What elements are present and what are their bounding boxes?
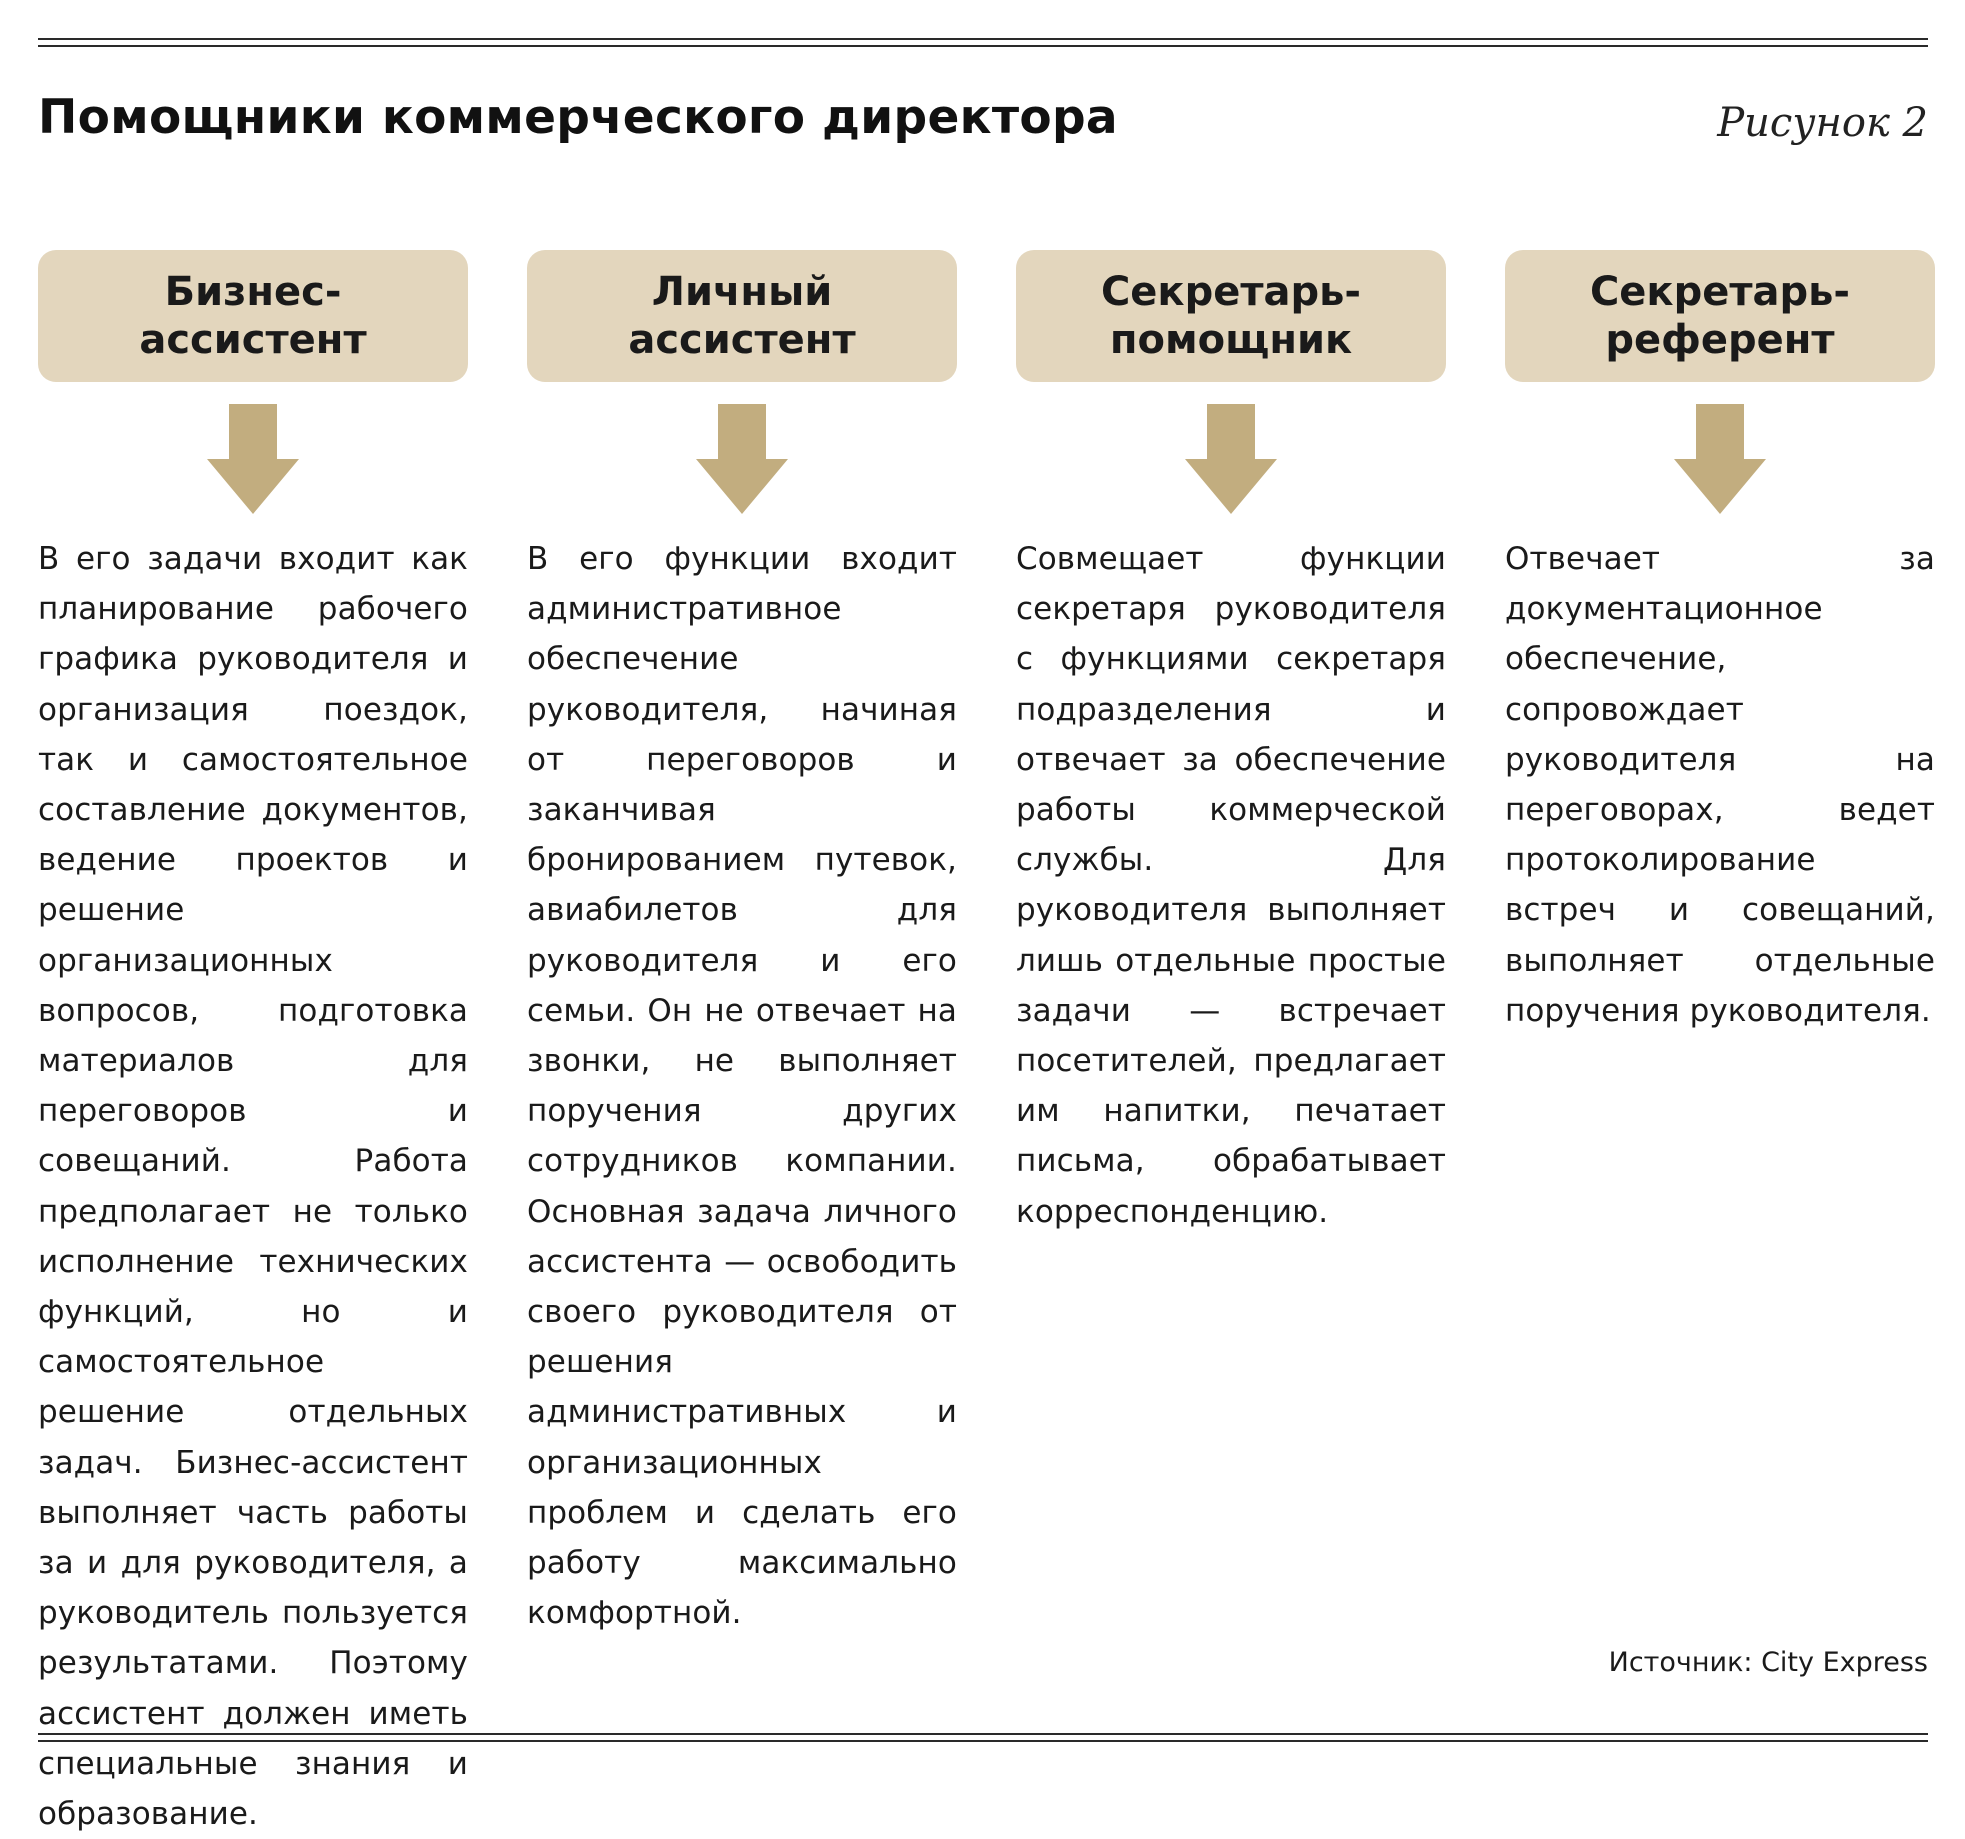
role-description: Отвечает за документационное обеспечение, сопровождает руководителя на переговорах, ведет протоколирование встреч и совещаний, выполняет отдельные поручения руководителя.: [1505, 541, 1935, 1029]
bottom-double-rule: [38, 1733, 1928, 1742]
top-double-rule: [38, 38, 1928, 47]
role-column-personal-assistant: [527, 250, 957, 1638]
role-column-secretary-assistant: [1016, 250, 1446, 1237]
role-description: Совмещает функции секретаря руководителя с функциями секретаря подразделения и отвечает за обеспечение работы коммерческой службы. Для руководителя выполняет лишь отдельные простые задачи — встречает посетителей, предлагает им напитки, печатает письма, обрабатывает корреспонденцию.: [1016, 541, 1446, 1230]
role-title-line-1: Бизнес-: [164, 269, 342, 315]
role-column-business-assistant: [38, 250, 468, 1839]
role-title-line-1: Секретарь-: [1589, 269, 1851, 315]
role-description: В его задачи входит как планирование рабочего графика руководителя и организация поездок, так и самостоятельное составление документов, ведение проектов и решение организационных вопросов, подготовка материалов для переговоров и совещаний. Работа предполагает не только исполнение технических функций, но и самостоятельное решение отдельных задач. Бизнес-ассистент выполняет часть работы за и для руководителя, а руководитель пользуется результатами. Поэтому ассистент должен иметь специальные знания и образование.: [38, 541, 468, 1833]
figure-label: Рисунок 2: [1717, 100, 1928, 146]
role-title-line-1: Личный: [651, 269, 833, 315]
down-arrow-icon: [696, 404, 788, 514]
down-arrow-icon: [1185, 404, 1277, 514]
role-title-line-2: ассистент: [139, 317, 367, 363]
role-header-box: [38, 250, 468, 382]
role-title-line-2: референт: [1605, 317, 1835, 363]
role-header-box: [1505, 250, 1935, 382]
role-title-line-2: ассистент: [628, 317, 856, 363]
role-title-line-1: Секретарь-: [1100, 269, 1362, 315]
source-note: Источник: City Express: [1608, 1647, 1928, 1678]
role-column-secretary-referent: [1505, 250, 1935, 1036]
down-arrow-icon: [207, 404, 299, 514]
figure-title: Помощники коммерческого директора: [38, 90, 1118, 145]
role-header-box: [1016, 250, 1446, 382]
role-header-box: [527, 250, 957, 382]
down-arrow-icon: [1674, 404, 1766, 514]
role-description: В его функции входит административное обеспечение руководителя, начиная от переговоров и заканчивая бронированием путевок, авиабилетов для руководителя и его семьи. Он не отвечает на звонки, не выполняет поручения других сотрудников компании. Основная задача личного ассистента — освободить своего руководителя от решения административных и организационных проблем и сделать его работу максимально комфортной.: [527, 541, 957, 1632]
role-title-line-2: помощник: [1109, 317, 1353, 363]
